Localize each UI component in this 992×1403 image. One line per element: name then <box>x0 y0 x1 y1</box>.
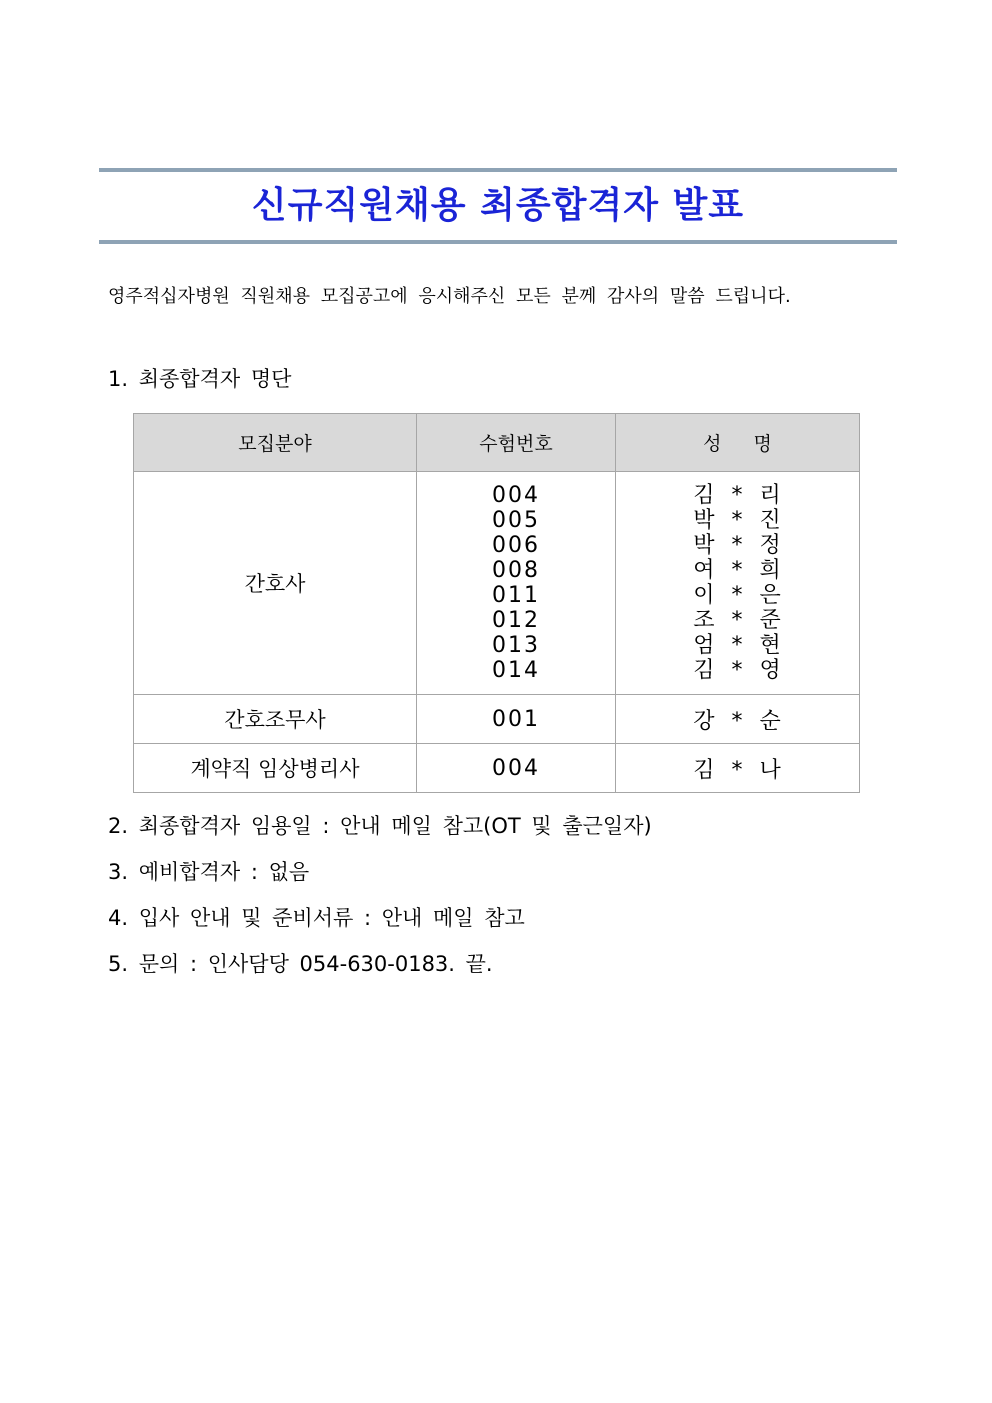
exam-number: 001 <box>417 695 616 744</box>
section-4-documents: 4. 입사 안내 및 준비서류 : 안내 메일 참고 <box>108 906 525 930</box>
section-5-contact: 5. 문의 : 인사담당 054-630-0183. 끝. <box>108 952 493 976</box>
title-bottom-rule <box>99 240 897 244</box>
exam-number: 014 <box>492 658 540 683</box>
exam-number: 004 <box>417 744 616 793</box>
candidate-name: 이 * 은 <box>693 583 782 608</box>
exam-number: 005 <box>492 508 540 533</box>
exam-number: 006 <box>492 533 540 558</box>
candidate-name: 김 * 리 <box>693 483 782 508</box>
candidate-name: 김 * 영 <box>693 658 782 683</box>
section-1-heading: 1. 최종합격자 명단 <box>108 367 292 391</box>
candidate-name: 박 * 진 <box>693 508 782 533</box>
candidate-name: 박 * 정 <box>693 533 782 558</box>
table-row <box>134 695 860 744</box>
exam-number: 013 <box>492 633 540 658</box>
candidate-name: 조 * 준 <box>693 608 782 633</box>
candidate-name: 김 * 나 <box>616 744 860 793</box>
page-title: 신규직원채용 최종합격자 발표 <box>251 185 745 226</box>
intro-text: 영주적십자병원 직원채용 모집공고에 응시해주신 모든 분께 감사의 말씀 드립니다. <box>108 286 791 307</box>
table-row <box>134 472 860 695</box>
field-cell: 간호사 <box>134 472 417 695</box>
table-header-row <box>134 414 860 472</box>
candidate-name: 엄 * 현 <box>693 633 782 658</box>
header-name: 성 명 <box>616 414 860 472</box>
exam-number: 011 <box>492 583 540 608</box>
candidate-name: 강 * 순 <box>616 695 860 744</box>
exam-number: 004 <box>492 483 540 508</box>
candidate-name: 여 * 희 <box>693 558 782 583</box>
section-3-reserve: 3. 예비합격자 : 없음 <box>108 860 310 884</box>
table-row <box>134 744 860 793</box>
header-field: 모집분야 <box>134 414 417 472</box>
name-cell <box>616 472 860 695</box>
exam-number: 008 <box>492 558 540 583</box>
results-table <box>133 413 860 793</box>
section-2-start-date: 2. 최종합격자 임용일 : 안내 메일 참고(OT 및 출근일자) <box>108 814 652 838</box>
title-top-rule <box>99 168 897 172</box>
header-exam-number: 수험번호 <box>417 414 616 472</box>
number-cell <box>417 472 616 695</box>
field-cell: 계약직 임상병리사 <box>134 744 417 793</box>
field-cell: 간호조무사 <box>134 695 417 744</box>
exam-number: 012 <box>492 608 540 633</box>
